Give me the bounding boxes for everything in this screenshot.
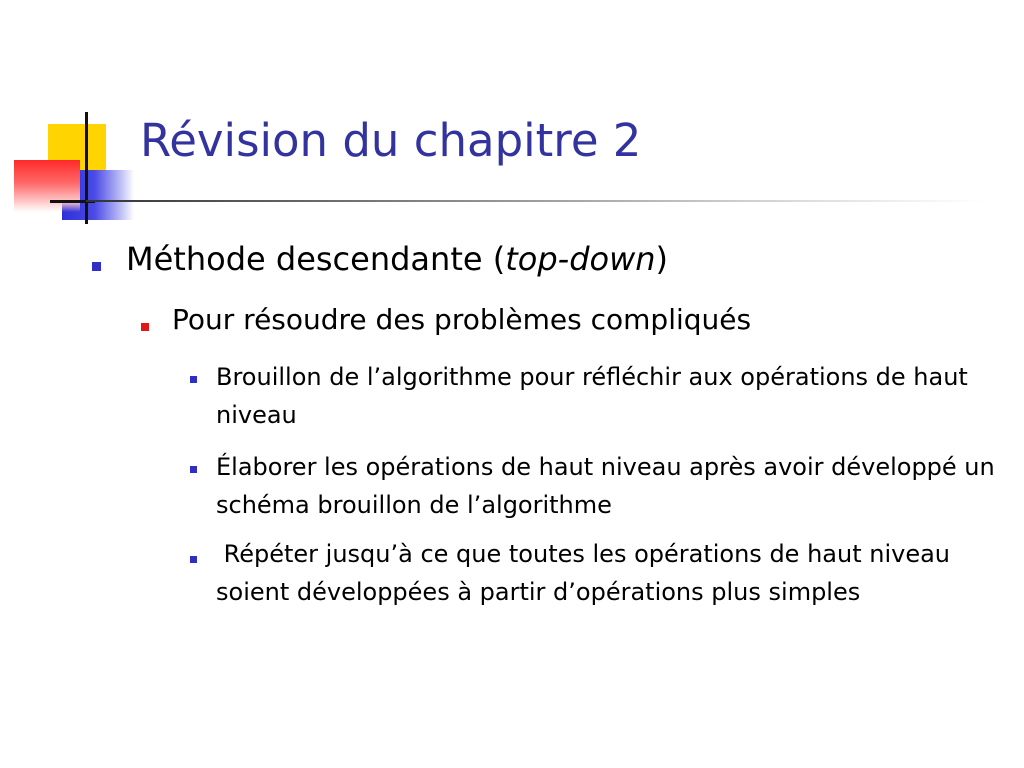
square-bullet-icon (141, 323, 149, 331)
square-bullet-icon (190, 556, 197, 563)
square-bullet-icon (92, 262, 101, 271)
logo-red-square (14, 160, 80, 212)
bullet-level1-italic: top-down (505, 240, 656, 278)
title-underline-rule (86, 200, 986, 202)
slide-title: Révision du chapitre 2 (140, 114, 642, 167)
square-bullet-icon (190, 376, 197, 383)
bullet-level3-item: Brouillon de l’algorithme pour réfléchir aux opérations de haut niveau (216, 363, 968, 429)
bullet-level1 (126, 240, 668, 278)
bullet-level3-item: Répéter jusqu’à ce que toutes les opérations de haut niveau soient développées à partir d’opérations plus simples (216, 540, 958, 606)
bullet-level1-closing: ) (655, 240, 669, 278)
square-bullet-icon (190, 466, 197, 473)
bullet-level1-text: Méthode descendante ( (126, 240, 506, 278)
bullet-level2: Pour résoudre des problèmes compliqués (172, 303, 752, 336)
logo-vertical-line (85, 112, 88, 224)
bullet-level3-item: Élaborer les opérations de haut niveau après avoir développé un schéma brouillon de l’algorithme (216, 453, 995, 519)
